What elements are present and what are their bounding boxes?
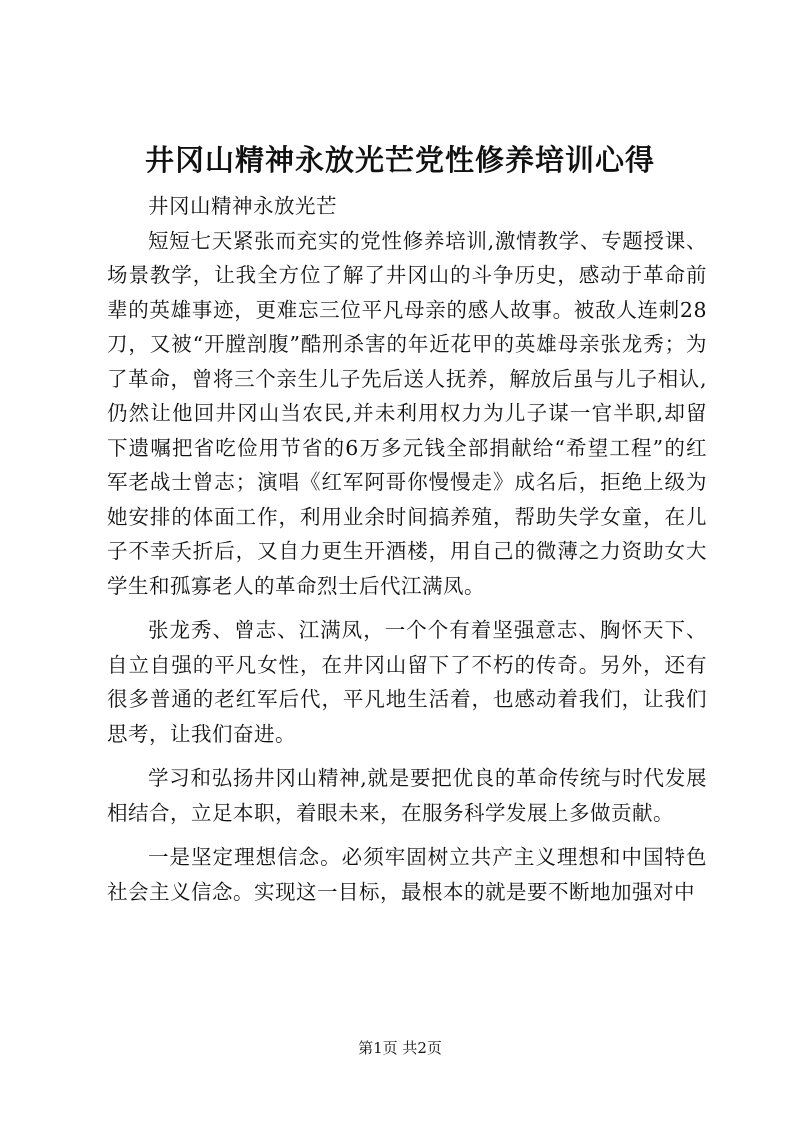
document-title: 井冈山精神永放光芒党性修养培训心得 [144,143,655,177]
document-body [107,189,707,909]
body-paragraph: 学习和弘扬井冈山精神,就是要把优良的革命传统与时代发展相结合，立足本职，着眼未来，在服务科学发展上多做贡献。 [107,766,707,825]
body-paragraph: 张龙秀、曾志、江满凤，一个个有着坚强意志、胸怀天下、自立自强的平凡女性，在井冈山留下了不朽的传奇。另外，还有很多普通的老红军后代，平凡地生活着，也感动着我们，让我们思考，让我们奋进。 [107,618,707,746]
subtitle-paragraph: 井冈山精神永放光芒 [148,194,337,218]
body-paragraph: 一是坚定理想信念。必须牢固树立共产主义理想和中国特色社会主义信念。实现这一目标，最根本的就是要不断地加强对中 [107,845,707,904]
page-number-footer: 第1页 共2页 [358,1039,442,1057]
body-paragraph: 短短七天紧张而充实的党性修养培训,激情教学、专题授课、场景教学，让我全方位了解了井冈山的斗争历史，感动于革命前辈的英雄事迹，更难忘三位平凡母亲的感人故事。被敌人连刺28刀，又被“开膛剖腹”酷刑杀害的年近花甲的英雄母亲张龙秀；为了革命，曾将三个亲生儿子先后送人抚养，解放后虽与儿子相认,仍然让他回井冈山当农民,并未利用权力为儿子谋一官半职,却留下遗嘱把省吃俭用节省的6万多元钱全部捐献给“希望工程”的红军老战士曾志；演唱《红军阿哥你慢慢走》成名后，拒绝上级为她安排的体面工作，利用业余时间搞养殖，帮助失学女童，在儿子不幸夭折后，又自力更生开酒楼，用自己的微薄之力资助女大学生和孤寡老人的革命烈士后代江满凤。 [107,228,707,598]
